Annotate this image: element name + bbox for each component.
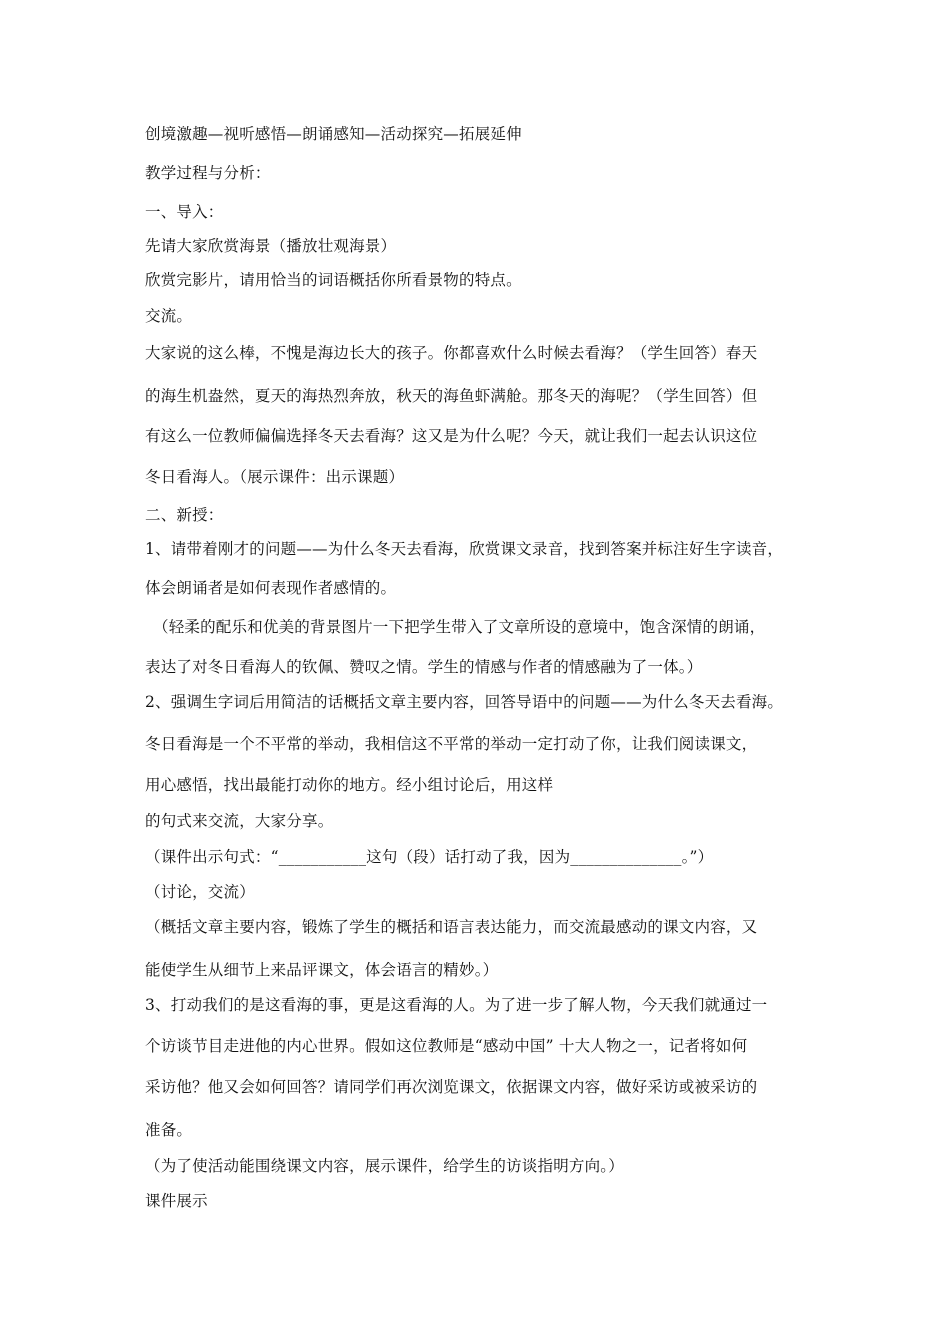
- text-line: 个访谈节目走进他的内心世界。假如这位教师是“感动中国” 十大人物之一，记者将如何: [145, 1037, 748, 1055]
- text-line: 冬日看海人。（展示课件：出示课题）: [145, 468, 405, 486]
- text-line: 表达了对冬日看海人的钦佩、赞叹之情。学生的情感与作者的情感融为了一体。）: [145, 658, 703, 676]
- text-line: 1、请带着刚才的问题——为什么冬天去看海，欣赏课文录音，找到答案并标注好生字读音，: [145, 540, 784, 558]
- text-line: 创境激趣—视听感悟—朗诵感知—活动探究—拓展延伸: [145, 125, 522, 143]
- text-line: 课件展示: [145, 1192, 208, 1210]
- text-line: 二、新授：: [145, 506, 224, 524]
- text-line: 用心感悟，找出最能打动你的地方。经小组讨论后，用这样: [145, 776, 554, 794]
- text-line: 交流。: [145, 307, 193, 325]
- text-line: 一、导入：: [145, 203, 224, 221]
- text-line: （概括文章主要内容，锻炼了学生的概括和语言表达能力，而交流最感动的课文内容，又: [145, 918, 758, 936]
- text-line: （轻柔的配乐和优美的背景图片一下把学生带入了文章所设的意境中，饱含深情的朗诵，: [153, 618, 766, 636]
- text-line: 大家说的这么棒，不愧是海边长大的孩子。你都喜欢什么时候去看海？（学生回答）春天: [145, 344, 758, 362]
- text-line: 欣赏完影片，请用恰当的词语概括你所看景物的特点。: [145, 271, 522, 289]
- text-line: （为了使活动能围绕课文内容，展示课件，给学生的访谈指明方向。）: [145, 1157, 624, 1175]
- text-line: 教学过程与分析：: [145, 164, 271, 182]
- text-line: 冬日看海是一个不平常的举动，我相信这不平常的举动一定打动了你，让我们阅读课文，: [145, 735, 758, 753]
- text-line: 能使学生从细节上来品评课文，体会语言的精妙。）: [145, 961, 499, 979]
- text-line: 先请大家欣赏海景（播放壮观海景）: [145, 237, 397, 255]
- text-line: 体会朗诵者是如何表现作者感情的。: [145, 579, 397, 597]
- text-line: 有这么一位教师偏偏选择冬天去看海？这又是为什么呢？今天，就让我们一起去认识这位: [145, 427, 758, 445]
- text-line: 的句式来交流，大家分享。: [145, 812, 334, 830]
- text-line: （讨论，交流）: [145, 883, 255, 901]
- text-line: 2、强调生字词后用简洁的话概括文章主要内容，回答导语中的问题——为什么冬天去看海。: [145, 693, 784, 711]
- text-line: 采访他？他又会如何回答？请同学们再次浏览课文，依据课文内容，做好采访或被采访的: [145, 1078, 758, 1096]
- text-line: 的海生机盎然，夏天的海热烈奔放，秋天的海鱼虾满舱。那冬天的海呢？（学生回答）但: [145, 387, 758, 405]
- text-line: （课件出示句式：“___________这句（段）话打动了我，因为______________。”）: [145, 848, 714, 866]
- text-line: 准备。: [145, 1121, 193, 1139]
- text-line: 3、打动我们的是这看海的事，更是这看海的人。为了进一步了解人物，今天我们就通过一: [145, 996, 768, 1014]
